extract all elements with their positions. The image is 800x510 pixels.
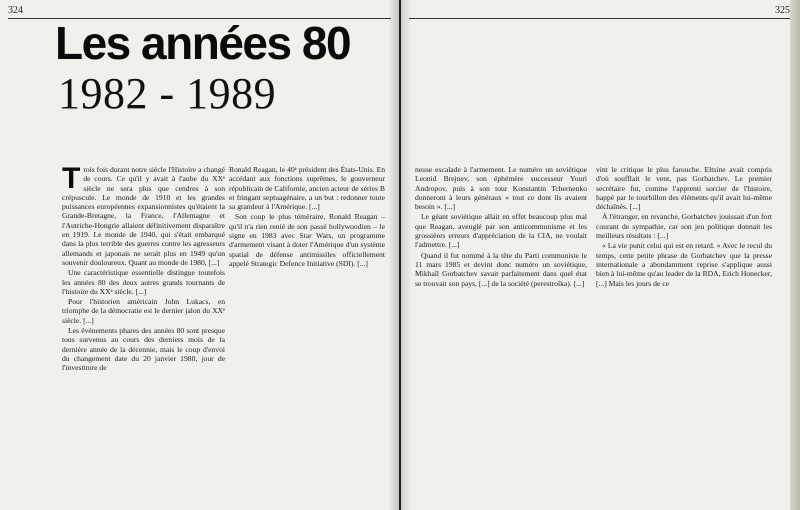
chapter-title: Les années 80 bbox=[55, 17, 351, 69]
paragraph: vint le critique le plus farouche. Eltsine avait compris d'où soufflait le vent, pas Gorbatchev. Le premier secrétaire fut, comme l'apprenti sorcier de l'histoire, happé par le tourbillon des éléments qu'il avait lui-même déchaînés. [...] bbox=[596, 165, 772, 212]
right-column-1 bbox=[415, 165, 587, 508]
paragraph: Son coup le plus téméraire, Ronald Reagan – qu'il n'a rien renié de son passé hollywoodien – le signe en 1983 avec Star Wars, un programme d'armement visant à doter l'Amérique d'un système spatial de défense antimissiles officiellement appelé Strategic Defence Initiative (SDI). [...] bbox=[229, 212, 385, 268]
paragraph: Quand il fut nommé à la tête du Parti communiste le 11 mars 1985 et devint donc numéro un soviétique, Mikhaïl Gorbatchev savait parfaitement dans quel état se trouvait son pays, [...] de la société (perestroïka). [...] bbox=[415, 250, 587, 288]
right-column-2 bbox=[596, 165, 772, 508]
left-page bbox=[0, 0, 399, 510]
paragraph bbox=[62, 165, 225, 267]
paragraph: Une caractéristique essentielle distingue toutefois les années 80 des deux autres grands tournants de l'histoire du XXᵉ siècle. [...] bbox=[62, 268, 225, 296]
paragraph: « La vie punit celui qui est en retard. » Avec le recul du temps, cette petite phrase de Gorbatchev que la presse internationale a abondamment reprise s'applique aussi bien à lui-même qu'au leader de la RDA, Erich Honecker, [...] Mais les jours de ce bbox=[596, 241, 772, 288]
paragraph: Les événements phares des années 80 sont presque tous survenus au cours des derniers mois de la dernière année de la décennie, mais le coup d'envoi du changement date du 20 janvier 1980, jour de l'investiture de bbox=[62, 326, 225, 373]
header-rule-right bbox=[409, 18, 790, 19]
paragraph: Ronald Reagan, le 40ᵉ président des États-Unis. En accédant aux fonctions suprêmes, le gouverneur républicain de Californie, ancien acteur de séries B et fringant septuagénaire, a un but : redonner toute sa grandeur à l'Amérique. [...] bbox=[229, 165, 385, 212]
paragraph: À l'étranger, en revanche, Gorbatchev jouissait d'un fort courant de sympathie, car son jeu politique donnait les meilleurs résultats : [...] bbox=[596, 212, 772, 241]
drop-cap: T bbox=[62, 165, 81, 195]
page-number-left: 324 bbox=[8, 5, 23, 16]
left-column-2 bbox=[229, 165, 385, 508]
page-edge bbox=[790, 0, 800, 510]
left-column-1 bbox=[62, 165, 225, 508]
right-page bbox=[401, 0, 800, 510]
page-number-right: 325 bbox=[775, 5, 790, 16]
paragraph: Pour l'historien américain John Lukacs, en triomphe de la démocratie est le dernier jalon du XXᵉ siècle. [...] bbox=[62, 297, 225, 325]
chapter-years: 1982 - 1989 bbox=[58, 69, 277, 118]
paragraph-text: rois fois durant notre siècle l'Histoire a changé de cours. Ce qu'il y avait à l'aube du XXᵉ siècle ne sera plus que cendres à son crépuscule. Le monde de 1910 et les grandes puissances européennes expansionnistes qu'étaient la Grande-Bretagne, la France, l'Allemagne et l'Autriche-Hongrie allaient définitivement disparaître en 1919. Le monde de 1940, qui s'était embarqué dans la plus terrible des guerres contre les agresseurs allemands et japonais ne serait plus en 1949 qu'un souvenir douloureux. Quant au monde de 1980, [...] bbox=[62, 165, 225, 267]
paragraph: neuse escalade à l'armement. Le numéro un soviétique Leonid Brejnev, son éphémère successeur Youri Andropov, puis à son tour Konstantin Tchernenko donneront à leurs généraux « tout ce dont ils avaient besoin ». [...] bbox=[415, 165, 587, 212]
paragraph: Le géant soviétique allait en effet beaucoup plus mal que Reagan, aveuglé par son anticommunisme et les grossières erreurs d'appréciation de la CIA, ne voulait l'admettre. [...] bbox=[415, 212, 587, 250]
book-gutter bbox=[388, 0, 412, 510]
